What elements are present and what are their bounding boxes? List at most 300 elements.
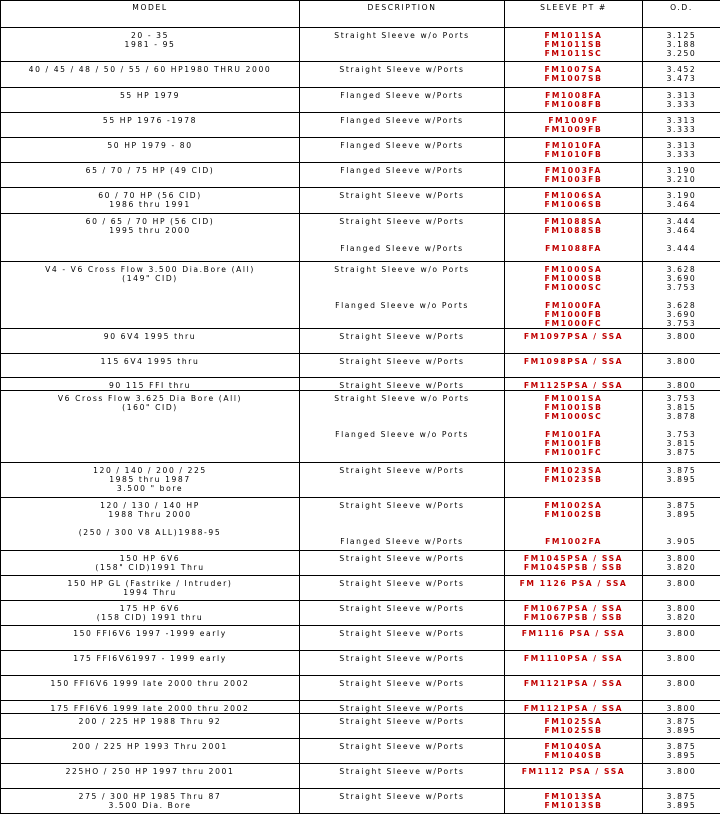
cell-line <box>3 519 297 528</box>
cell-line: 3.800 <box>645 767 718 776</box>
cell-line: 3.753 <box>645 430 718 439</box>
cell-line: Flanged Sleeve w/Ports <box>302 116 502 125</box>
cell-line: 90 6V4 1995 thru <box>3 332 297 341</box>
cell-line: Straight Sleeve w/Ports <box>302 501 502 510</box>
model-cell <box>1 329 300 354</box>
description-cell <box>300 626 505 651</box>
cell-line: Straight Sleeve w/o Ports <box>302 394 502 403</box>
cell-line: 3.444 <box>645 244 718 253</box>
description-cell <box>300 714 505 739</box>
cell-line: 3.895 <box>645 475 718 484</box>
cell-line: FM1008FB <box>507 100 640 109</box>
cell-line: 3.895 <box>645 726 718 735</box>
cell-line: FM1088FA <box>507 244 640 253</box>
cell-line: 40 / 45 / 48 / 50 / 55 / 60 HP1980 THRU 2000 <box>3 65 297 74</box>
cell-line <box>302 235 502 244</box>
cell-line: 3.800 <box>645 604 718 613</box>
cell-line: 3.800 <box>645 579 718 588</box>
od-cell <box>643 28 720 62</box>
cell-line: FM1013SB <box>507 801 640 810</box>
od-cell <box>643 378 720 391</box>
description-cell <box>300 498 505 551</box>
od-cell <box>643 739 720 764</box>
cell-line: Straight Sleeve w/Ports <box>302 357 502 366</box>
cell-line: 3.690 <box>645 310 718 319</box>
sleeve-part-cell <box>505 214 643 262</box>
od-cell <box>643 113 720 138</box>
table-body <box>1 28 720 814</box>
od-cell <box>643 676 720 701</box>
cell-line: FM1001FB <box>507 439 640 448</box>
sleeve-part-cell <box>505 163 643 188</box>
description-cell <box>300 378 505 391</box>
cell-line <box>302 283 502 292</box>
table-row <box>1 378 720 391</box>
model-cell <box>1 601 300 626</box>
table-row <box>1 789 720 814</box>
cell-line: FM1002SA <box>507 501 640 510</box>
description-cell <box>300 391 505 463</box>
cell-line: FM1045PSB / SSB <box>507 563 640 572</box>
cell-line: FM1000SC <box>507 283 640 292</box>
table-row <box>1 138 720 163</box>
cell-line: 3.875 <box>645 742 718 751</box>
cell-line: Straight Sleeve w/Ports <box>302 604 502 613</box>
description-cell <box>300 262 505 329</box>
description-cell <box>300 739 505 764</box>
cell-line: 3.464 <box>645 200 718 209</box>
cell-line: 1981 - 95 <box>3 40 297 49</box>
model-cell <box>1 262 300 329</box>
cell-line: 3.188 <box>645 40 718 49</box>
cell-line: 120 / 130 / 140 HP <box>3 501 297 510</box>
cell-line: (250 / 300 V8 ALL)1988-95 <box>3 528 297 537</box>
header-row <box>1 1 720 28</box>
model-cell <box>1 188 300 214</box>
sleeve-part-cell <box>505 651 643 676</box>
cell-line: FM1023SA <box>507 466 640 475</box>
cell-line: FM1097PSA / SSA <box>507 332 640 341</box>
cell-line: FM1025SB <box>507 726 640 735</box>
cell-line: 150 HP 6V6 <box>3 554 297 563</box>
cell-line <box>302 421 502 430</box>
cell-line: 150 FFI6V6 1997 -1999 early <box>3 629 297 638</box>
cell-line: 3.333 <box>645 150 718 159</box>
cell-line: FM1010FB <box>507 150 640 159</box>
cell-line <box>507 235 640 244</box>
description-cell <box>300 463 505 498</box>
description-cell <box>300 62 505 88</box>
cell-line: 3.800 <box>645 381 718 390</box>
cell-line: 3.800 <box>645 554 718 563</box>
cell-line: 3.313 <box>645 91 718 100</box>
sleeve-part-cell <box>505 188 643 214</box>
cell-line: 120 / 140 / 200 / 225 <box>3 466 297 475</box>
sleeve-part-cell <box>505 138 643 163</box>
model-cell <box>1 378 300 391</box>
cell-line: 3.690 <box>645 274 718 283</box>
sleeve-part-cell <box>505 701 643 714</box>
cell-line: FM1009FB <box>507 125 640 134</box>
cell-line: FM1007SB <box>507 74 640 83</box>
model-cell <box>1 354 300 378</box>
model-cell <box>1 62 300 88</box>
table-row <box>1 701 720 714</box>
cell-line: Flanged Sleeve w/Ports <box>302 91 502 100</box>
od-cell <box>643 701 720 714</box>
cell-line: FM1003FB <box>507 175 640 184</box>
model-cell <box>1 789 300 814</box>
od-cell <box>643 789 720 814</box>
cell-line: 1985 thru 1987 <box>3 475 297 484</box>
cell-line: FM1045PSA / SSA <box>507 554 640 563</box>
description-cell <box>300 28 505 62</box>
od-cell <box>643 329 720 354</box>
model-cell <box>1 626 300 651</box>
od-cell <box>643 62 720 88</box>
cell-line: 60 / 70 HP (56 CID) <box>3 191 297 200</box>
cell-line: Straight Sleeve w/Ports <box>302 792 502 801</box>
cell-line: FM1000SB <box>507 274 640 283</box>
od-cell <box>643 714 720 739</box>
cell-line <box>645 421 718 430</box>
cell-line: FM1006SA <box>507 191 640 200</box>
cell-line: 3.250 <box>645 49 718 58</box>
cell-line: Straight Sleeve w/o Ports <box>302 31 502 40</box>
sleeve-part-cell <box>505 739 643 764</box>
cell-line: Flanged Sleeve w/Ports <box>302 141 502 150</box>
cell-line <box>507 519 640 528</box>
cell-line: 3.452 <box>645 65 718 74</box>
table-row <box>1 62 720 88</box>
cell-line <box>302 510 502 519</box>
description-cell <box>300 113 505 138</box>
cell-line: FM1009F <box>507 116 640 125</box>
header-od: O.D. <box>643 1 720 28</box>
cell-line: Straight Sleeve w/Ports <box>302 767 502 776</box>
model-cell <box>1 138 300 163</box>
cell-line: FM1040SA <box>507 742 640 751</box>
cell-line: Straight Sleeve w/Ports <box>302 554 502 563</box>
cell-line: Straight Sleeve w/Ports <box>302 381 502 390</box>
cell-line: 175 FFI6V6 1999 late 2000 thru 2002 <box>3 704 297 713</box>
cell-line: 3.444 <box>645 217 718 226</box>
model-cell <box>1 764 300 789</box>
cell-line: FM1000FB <box>507 310 640 319</box>
model-cell <box>1 714 300 739</box>
cell-line: 3.800 <box>645 654 718 663</box>
cell-line: FM1121PSA / SSA <box>507 704 640 713</box>
cell-line: (158" CID)1991 Thru <box>3 563 297 572</box>
cell-line: FM1008FA <box>507 91 640 100</box>
cell-line: FM1011SA <box>507 31 640 40</box>
od-cell <box>643 463 720 498</box>
description-cell <box>300 676 505 701</box>
table-row <box>1 262 720 329</box>
description-cell <box>300 329 505 354</box>
cell-line: 200 / 225 HP 1988 Thru 92 <box>3 717 297 726</box>
cell-line: 3.875 <box>645 792 718 801</box>
description-cell <box>300 789 505 814</box>
cell-line: FM1112 PSA / SSA <box>507 767 640 776</box>
cell-line: 90 115 FFI thru <box>3 381 297 390</box>
cell-line: Straight Sleeve w/Ports <box>302 217 502 226</box>
cell-line: 3.464 <box>645 226 718 235</box>
cell-line: FM1000SC <box>507 412 640 421</box>
cell-line: FM 1126 PSA / SSA <box>507 579 640 588</box>
cell-line: FM1088SA <box>507 217 640 226</box>
cell-line: 200 / 225 HP 1993 Thru 2001 <box>3 742 297 751</box>
cell-line: Flanged Sleeve w/o Ports <box>302 430 502 439</box>
cell-line: FM1000SA <box>507 265 640 274</box>
cell-line: Straight Sleeve w/Ports <box>302 191 502 200</box>
model-cell <box>1 676 300 701</box>
cell-line: (149" CID) <box>3 274 297 283</box>
cell-line: FM1088SB <box>507 226 640 235</box>
sleeve-part-cell <box>505 354 643 378</box>
cell-line: FM1006SB <box>507 200 640 209</box>
cell-line: 3.628 <box>645 301 718 310</box>
cell-line: (160" CID) <box>3 403 297 412</box>
cell-line: Straight Sleeve w/Ports <box>302 332 502 341</box>
cell-line: 1988 Thru 2000 <box>3 510 297 519</box>
cell-line: (158 CID) 1991 thru <box>3 613 297 622</box>
cell-line: 3.800 <box>645 629 718 638</box>
sleeve-part-cell <box>505 28 643 62</box>
sleeve-part-cell <box>505 329 643 354</box>
cell-line: 1986 thru 1991 <box>3 200 297 209</box>
table-row <box>1 214 720 262</box>
cell-line <box>302 274 502 283</box>
cell-line: FM1001FC <box>507 448 640 457</box>
model-cell <box>1 651 300 676</box>
table-row <box>1 329 720 354</box>
cell-line: Straight Sleeve w/Ports <box>302 579 502 588</box>
cell-line: FM1121PSA / SSA <box>507 679 640 688</box>
cell-line <box>507 421 640 430</box>
sleeve-part-cell <box>505 714 643 739</box>
table-row <box>1 764 720 789</box>
cell-line <box>507 292 640 301</box>
od-cell <box>643 576 720 601</box>
cell-line: 60 / 65 / 70 HP (56 CID) <box>3 217 297 226</box>
table-row <box>1 626 720 651</box>
cell-line: 3.800 <box>645 704 718 713</box>
cell-line: 3.875 <box>645 448 718 457</box>
cell-line: 3.500 Dia. Bore <box>3 801 297 810</box>
od-cell <box>643 551 720 576</box>
cell-line: V4 - V6 Cross Flow 3.500 Dia.Bore (All) <box>3 265 297 274</box>
cell-line: 3.895 <box>645 801 718 810</box>
cell-line: Flanged Sleeve w/Ports <box>302 244 502 253</box>
cell-line: 3.333 <box>645 125 718 134</box>
cell-line: FM1067PSA / SSA <box>507 604 640 613</box>
cell-line: 3.820 <box>645 613 718 622</box>
cell-line: FM1040SB <box>507 751 640 760</box>
table-row <box>1 113 720 138</box>
sleeve-part-cell <box>505 498 643 551</box>
description-cell <box>300 214 505 262</box>
cell-line: Straight Sleeve w/Ports <box>302 654 502 663</box>
description-cell <box>300 701 505 714</box>
od-cell <box>643 88 720 113</box>
cell-line: FM1010FA <box>507 141 640 150</box>
cell-line: FM1002SB <box>507 510 640 519</box>
description-cell <box>300 551 505 576</box>
od-cell <box>643 354 720 378</box>
description-cell <box>300 88 505 113</box>
cell-line: FM1001SB <box>507 403 640 412</box>
cell-line: FM1011SC <box>507 49 640 58</box>
cell-line: 55 HP 1979 <box>3 91 297 100</box>
od-cell <box>643 214 720 262</box>
table-row <box>1 463 720 498</box>
cell-line: 3.905 <box>645 537 718 546</box>
cell-line: 3.815 <box>645 403 718 412</box>
cell-line <box>645 235 718 244</box>
od-cell <box>643 188 720 214</box>
cell-line <box>507 528 640 537</box>
description-cell <box>300 651 505 676</box>
cell-line: 1994 Thru <box>3 588 297 597</box>
cell-line: FM1007SA <box>507 65 640 74</box>
cell-line: 1995 thru 2000 <box>3 226 297 235</box>
model-cell <box>1 113 300 138</box>
cell-line: 225HO / 250 HP 1997 thru 2001 <box>3 767 297 776</box>
cell-line: 3.753 <box>645 283 718 292</box>
sleeve-part-cell <box>505 789 643 814</box>
cell-line <box>645 292 718 301</box>
model-cell <box>1 551 300 576</box>
table-row <box>1 391 720 463</box>
cell-line: Straight Sleeve w/Ports <box>302 717 502 726</box>
cell-line: 3.875 <box>645 466 718 475</box>
cell-line: FM1013SA <box>507 792 640 801</box>
cell-line: FM1002FA <box>507 537 640 546</box>
sleeve-part-cell <box>505 576 643 601</box>
table-row <box>1 498 720 551</box>
cell-line: Straight Sleeve w/Ports <box>302 466 502 475</box>
sleeve-part-cell <box>505 378 643 391</box>
sleeve-part-cell <box>505 626 643 651</box>
cell-line: FM1116 PSA / SSA <box>507 629 640 638</box>
sleeve-part-cell <box>505 391 643 463</box>
cell-line: 3.895 <box>645 510 718 519</box>
cell-line: V6 Cross Flow 3.625 Dia Bore (All) <box>3 394 297 403</box>
sleeve-part-cell <box>505 463 643 498</box>
cell-line: 3.313 <box>645 116 718 125</box>
od-cell <box>643 498 720 551</box>
cell-line: FM1003FA <box>507 166 640 175</box>
cell-line: Straight Sleeve w/Ports <box>302 704 502 713</box>
cell-line: 3.875 <box>645 501 718 510</box>
cell-line: 65 / 70 / 75 HP (49 CID) <box>3 166 297 175</box>
cell-line <box>302 412 502 421</box>
sleeve-part-cell <box>505 262 643 329</box>
model-cell <box>1 28 300 62</box>
cell-line: 3.190 <box>645 191 718 200</box>
cell-line: 115 6V4 1995 thru <box>3 357 297 366</box>
header-description: DESCRIPTION <box>300 1 505 28</box>
cell-line: 3.190 <box>645 166 718 175</box>
model-cell <box>1 463 300 498</box>
cell-line: Straight Sleeve w/Ports <box>302 629 502 638</box>
cell-line <box>645 528 718 537</box>
cell-line: 20 - 35 <box>3 31 297 40</box>
cell-line: 3.210 <box>645 175 718 184</box>
sleeve-part-cell <box>505 764 643 789</box>
cell-line: FM1000FC <box>507 319 640 328</box>
table-row <box>1 88 720 113</box>
model-cell <box>1 739 300 764</box>
description-cell <box>300 163 505 188</box>
model-cell <box>1 576 300 601</box>
model-cell <box>1 88 300 113</box>
table-row <box>1 188 720 214</box>
table-row <box>1 651 720 676</box>
header-model: MODEL <box>1 1 300 28</box>
sleeve-part-cell <box>505 601 643 626</box>
cell-line: FM1098PSA / SSA <box>507 357 640 366</box>
sleeve-part-cell <box>505 113 643 138</box>
cell-line: Straight Sleeve w/Ports <box>302 65 502 74</box>
description-cell <box>300 138 505 163</box>
cell-line: 50 HP 1979 - 80 <box>3 141 297 150</box>
od-cell <box>643 626 720 651</box>
table-row <box>1 354 720 378</box>
od-cell <box>643 391 720 463</box>
cell-line <box>302 226 502 235</box>
od-cell <box>643 163 720 188</box>
description-cell <box>300 601 505 626</box>
model-cell <box>1 391 300 463</box>
cell-line <box>302 292 502 301</box>
sleeve-part-cell <box>505 88 643 113</box>
cell-line: FM1023SB <box>507 475 640 484</box>
cell-line: FM1025SA <box>507 717 640 726</box>
cell-line: 3.500 " bore <box>3 484 297 493</box>
model-cell <box>1 701 300 714</box>
header-sleeve-part: SLEEVE PT # <box>505 1 643 28</box>
model-cell <box>1 498 300 551</box>
cell-line: 3.815 <box>645 439 718 448</box>
cell-line: 3.313 <box>645 141 718 150</box>
table-row <box>1 714 720 739</box>
table-row <box>1 163 720 188</box>
description-cell <box>300 188 505 214</box>
od-cell <box>643 651 720 676</box>
description-cell <box>300 576 505 601</box>
cell-line: FM1011SB <box>507 40 640 49</box>
cell-line: 150 HP GL (Fastrike / Intruder) <box>3 579 297 588</box>
cell-line: FM1110PSA / SSA <box>507 654 640 663</box>
cell-line: 3.895 <box>645 751 718 760</box>
cell-line: 3.878 <box>645 412 718 421</box>
cell-line: FM1001SA <box>507 394 640 403</box>
cell-line: 3.753 <box>645 394 718 403</box>
cell-line: 175 FFI6V61997 - 1999 early <box>3 654 297 663</box>
cell-line: FM1000FA <box>507 301 640 310</box>
cell-line: 3.628 <box>645 265 718 274</box>
cell-line: 3.125 <box>645 31 718 40</box>
cell-line <box>302 528 502 537</box>
cell-line: Straight Sleeve w/Ports <box>302 679 502 688</box>
cell-line <box>302 403 502 412</box>
cell-line: 3.875 <box>645 717 718 726</box>
cell-line: 55 HP 1976 -1978 <box>3 116 297 125</box>
cell-line: 3.800 <box>645 332 718 341</box>
od-cell <box>643 262 720 329</box>
